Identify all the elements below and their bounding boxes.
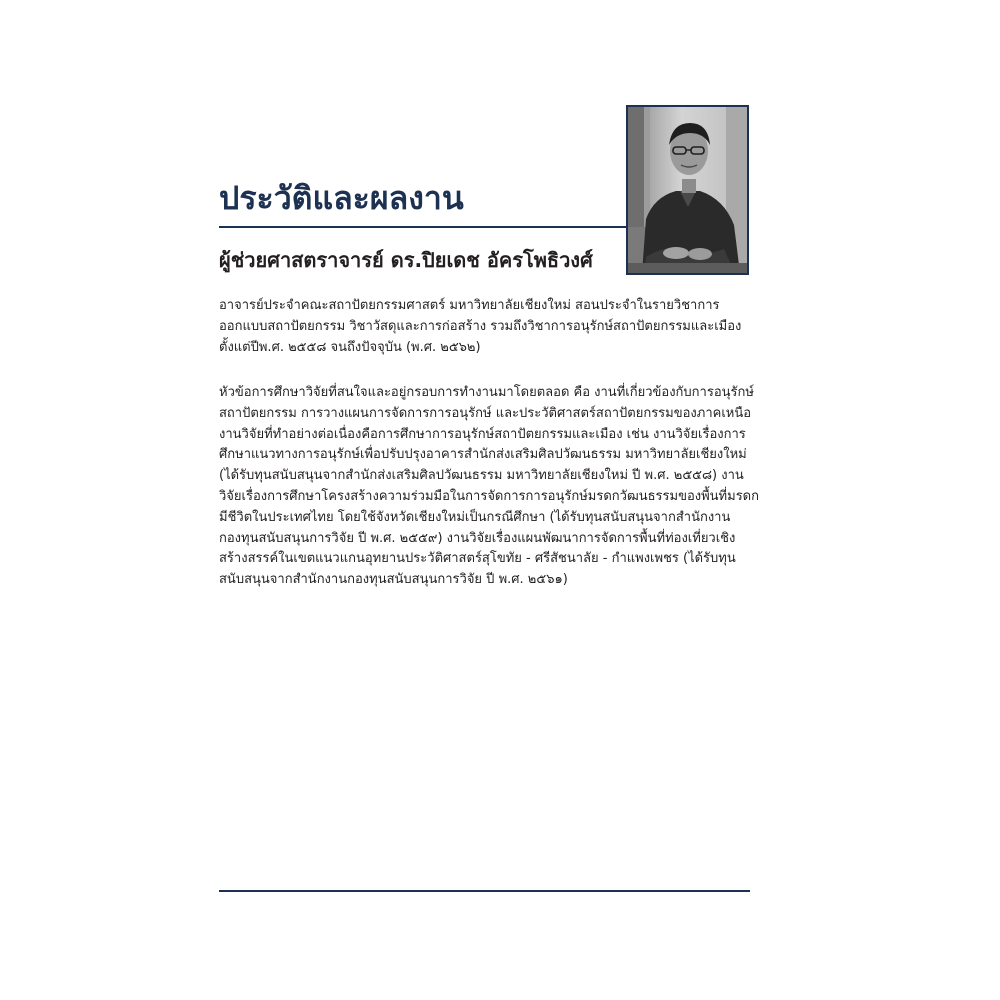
- portrait-icon: [628, 107, 747, 273]
- title-underline: [219, 226, 628, 228]
- author-name: ผู้ช่วยศาสตราจารย์ ดร.ปิยเดช อัครโพธิวงศ์: [219, 248, 593, 272]
- author-photo: [626, 105, 749, 275]
- paragraph-position: อาจารย์ประจำคณะสถาปัตยกรรมศาสตร์ มหาวิทยาลัยเชียงใหม่ สอนประจำในรายวิชาการออกแบบสถาปัตยกรรม วิชาวัสดุและการก่อสร้าง รวมถึงวิชาการอนุรักษ์สถาปัตยกรรมและเมือง ตั้งแต่ปีพ.ศ. ๒๕๕๘ จนถึงปัจจุบัน (พ.ศ. ๒๕๖๒): [219, 298, 742, 355]
- page-title: ประวัติและผลงาน: [219, 179, 464, 217]
- footer-rule: [219, 890, 750, 892]
- paragraph-research: หัวข้อการศึกษาวิจัยที่สนใจและอยู่กรอบการทำงานมาโดยตลอด คือ งานที่เกี่ยวข้องกับการอนุรักษ์สถาปัตยกรรม การวางแผนการจัดการการอนุรักษ์ และประวัติศาสตร์สถาปัตยกรรมของภาคเหนือ งานวิจัยที่ทำอย่างต่อเนื่องคือการศึกษาการอนุรักษ์สถาปัตยกรรมและเมือง เช่น งานวิจัยเรื่องการศึกษาแนวทางการอนุรักษ์เพื่อปรับปรุงอาคารสำนักส่งเสริมศิลปวัฒนธรรม มหาวิทยาลัยเชียงใหม่ (ได้รับทุนสนับสนุนจากสำนักส่งเสริมศิลปวัฒนธรรม มหาวิทยาลัยเชียงใหม่ ปี พ.ศ. ๒๕๕๘) งานวิจัยเรื่องการศึกษาโครงสร้างความร่วมมือในการจัดการการอนุรักษ์มรดกวัฒนธรรมของพื้นที่มรดกมีชีวิตในประเทศไทย โดยใช้จังหวัดเชียงใหม่เป็นกรณีศึกษา (ได้รับทุนสนับสนุนจากสำนักงานกองทุนสนับสนุนการวิจัย ปี พ.ศ. ๒๕๕๙) งานวิจัยเรื่องแผนพัฒนาการจัดการพื้นที่ท่องเที่ยวเชิงสร้างสรรค์ในเขตแนวแกนอุทยานประวัติศาสตร์สุโขทัย - ศรีสัชนาลัย - กำแพงเพชร (ได้รับทุนสนับสนุนจากสำนักงานกองทุนสนับสนุนการวิจัย ปี พ.ศ. ๒๕๖๑): [219, 385, 759, 588]
